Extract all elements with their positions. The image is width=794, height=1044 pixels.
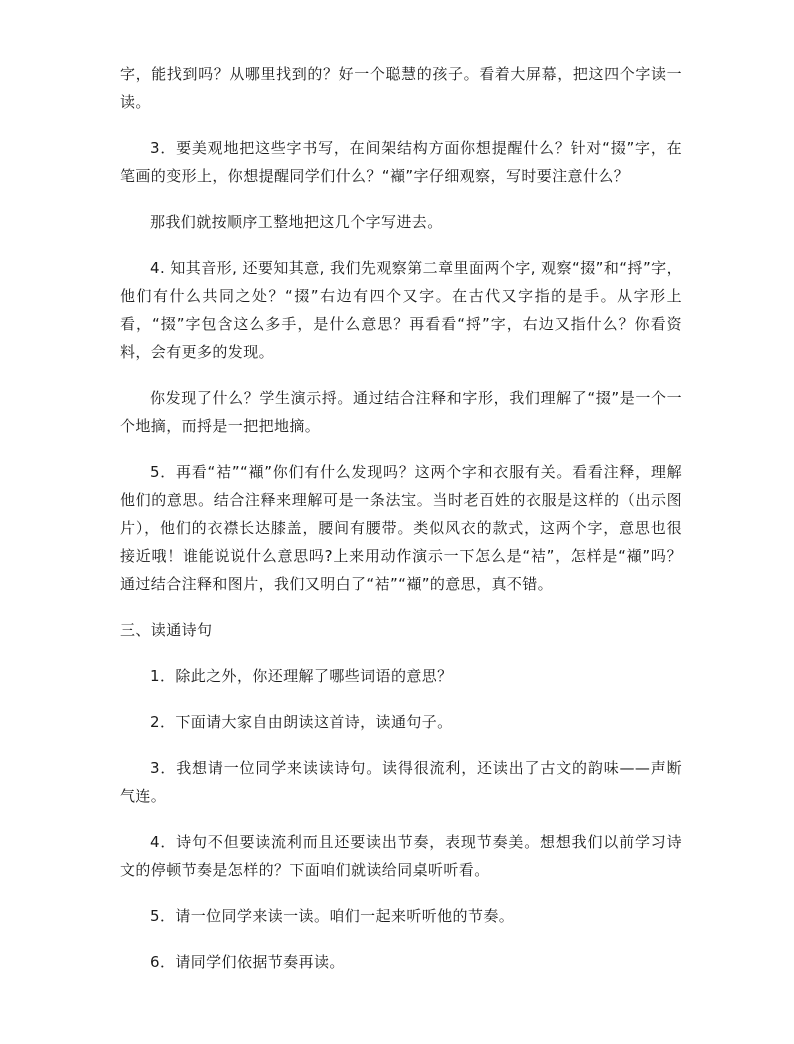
- document-body: [120, 60, 682, 994]
- list-item-4: 4．诗句不但要读流利而且还要读出节奏，表现节奏美。想想我们以前学习诗文的停顿节奏是怎样的？下面咱们就读给同桌听听看。: [120, 833, 682, 879]
- list-item-2: 2．下面请大家自由朗读这首诗，读通句子。: [150, 713, 453, 731]
- list-item-5: 5．请一位同学来读一读。咱们一起来听听他的节奏。: [150, 907, 515, 925]
- paragraph-continuation: 字，能找到吗？从哪里找到的？好一个聪慧的孩子。看着大屏幕，把这四个字读一读。: [120, 65, 682, 111]
- paragraph-discovery: 你发现了什么？学生演示捋。通过结合注释和字形，我们理解了“掇”是一个一个地摘，而捋是一把把地摘。: [120, 389, 682, 435]
- list-item-6: 6．请同学们依据节奏再读。: [150, 953, 345, 971]
- list-item-1: 1．除此之外，你还理解了哪些词语的意思？: [150, 667, 453, 685]
- section-heading-read-poem: 三、读通诗句: [120, 621, 213, 639]
- paragraph-step-3-writing-tips: 3．要美观地把这些字书写，在间架结构方面你想提醒什么？针对“掇”字，在笔画的变形上，你想提醒同学们什么？“襭”字仔细观察，写时要注意什么？: [120, 139, 682, 185]
- list-item-3: 3．我想请一位同学来读读诗句。读得很流利，还读出了古文的韵味——声断气连。: [120, 759, 682, 805]
- paragraph-write-in-order: 那我们就按顺序工整地把这几个字写进去。: [150, 213, 443, 231]
- paragraph-step-5-clothing: 5．再看“袺”“襭”你们有什么发现吗？这两个字和衣服有关。看看注释，理解他们的意思。结合注释来理解可是一条法宝。当时老百姓的衣服是这样的（出示图片），他们的衣襟长达膝盖，腰间有腰带。类似风衣的款式，这两个字，意思也很接近哦！谁能说说什么意思吗?上来用动作演示一下怎么是“袺”，怎样是“襭”吗？通过结合注释和图片，我们又明白了“袺”“襭”的意思，真不错。: [120, 463, 682, 593]
- paragraph-step-4-meaning: 4. 知其音形, 还要知其意, 我们先观察第二章里面两个字, 观察“掇”和“捋”字，他们有什么共同之处？“掇”右边有四个又字。在古代又字指的是手。从字形上看，“掇”字包含这么多手，是什么意思？再看看“捋”字，右边又指什么？你看资料，会有更多的发现。: [120, 259, 682, 361]
